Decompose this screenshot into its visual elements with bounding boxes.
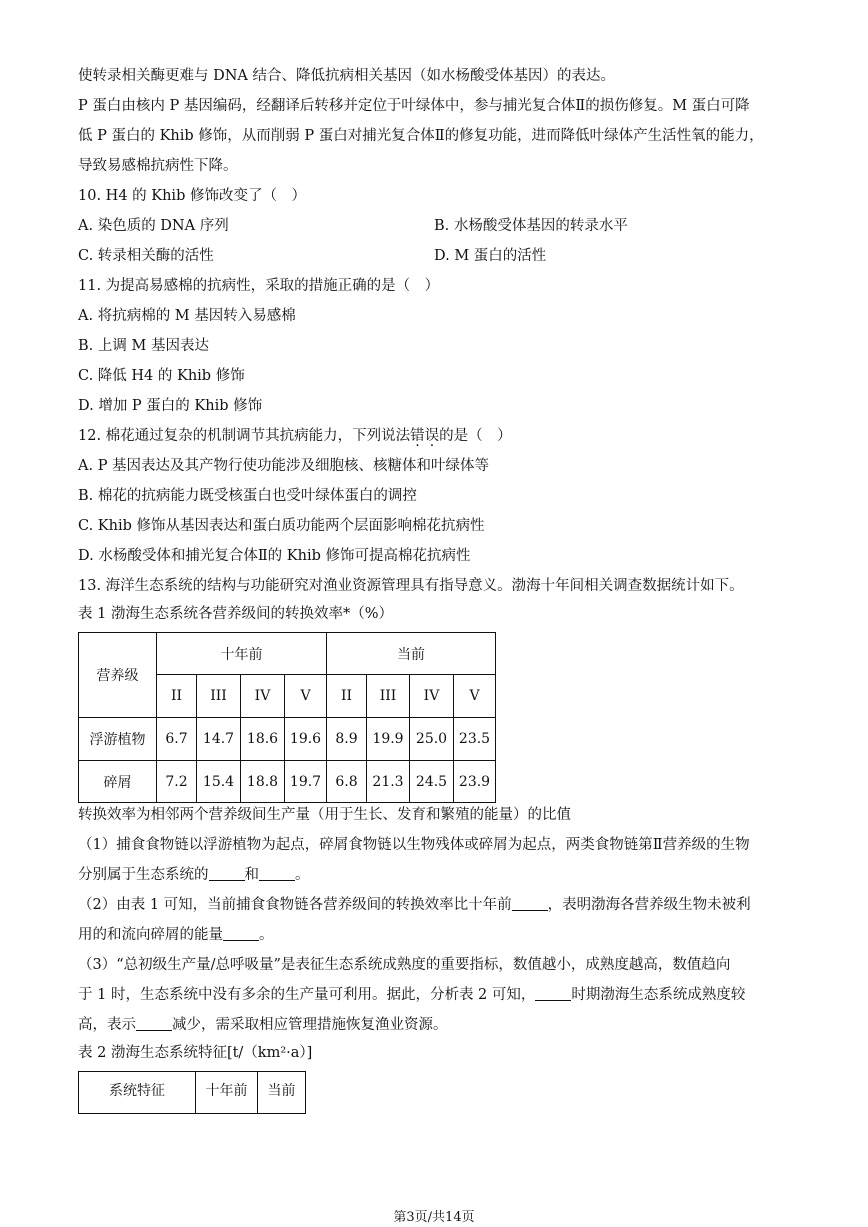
table-1 [78,632,496,803]
paragraph-line: 导致易感棉抗病性下降。 [78,158,238,174]
emphasis-char: 误 [424,428,440,444]
q11-option-c: C. 降低 H4 的 Khib 修饰 [78,368,245,384]
answer-blank[interactable] [259,866,295,881]
q12-option-b: B. 棉花的抗病能力既受核蛋白也受叶绿体蛋白的调控 [78,488,417,504]
table1-level-header: V [454,675,496,718]
table-cell: 15.4 [197,761,241,803]
subquestion-3: （3）“总初级生产量/总呼吸量”是表征生态系统成熟度的重要指标，数值越小，成熟度越高，数值趋向 [78,957,731,973]
text-segment: 减少，需采取相应管理措施恢复渔业资源。 [172,1017,448,1033]
subquestion-1-cont [78,865,310,885]
table-cell: 25.0 [410,718,454,761]
q12-option-c: C. Khib 修饰从基因表达和蛋白质功能两个层面影响棉花抗病性 [78,518,485,534]
q10-option-b: B. 水杨酸受体基因的转录水平 [434,218,628,234]
table1-level-header: III [367,675,410,718]
table-cell: 24.5 [410,761,454,803]
text-segment: 。 [295,867,310,883]
table2-header: 当前 [258,1072,306,1114]
subquestion-1: （1）捕食食物链以浮游植物为起点，碎屑食物链以生物残体或碎屑为起点，两类食物链第Ⅱ营养级的生物 [78,837,750,853]
table-cell: 19.7 [285,761,327,803]
table1-level-header: V [285,675,327,718]
table1-level-header: III [197,675,241,718]
q10-option-c: C. 转录相关酶的活性 [78,248,214,264]
page-number: 第3页/共14页 [393,1210,475,1225]
q12-stem-post: 的是（ ） [439,428,512,444]
answer-blank[interactable] [535,986,571,1001]
text-segment: 时期渤海生态系统成熟度较 [571,987,746,1003]
emphasis-char: 错 [410,428,425,444]
table-row [79,761,496,803]
table-cell: 6.8 [327,761,367,803]
question-12-stem [78,426,512,446]
answer-blank[interactable] [512,896,548,911]
table-cell: 21.3 [367,761,410,803]
answer-blank[interactable] [223,926,259,941]
table1-row-label: 浮游植物 [79,718,157,761]
table1-row-label: 碎屑 [79,761,157,803]
table-cell: 19.6 [285,718,327,761]
table-2 [78,1071,306,1114]
table-cell: 8.9 [327,718,367,761]
table1-group-header: 十年前 [157,633,327,675]
table-cell: 14.7 [197,718,241,761]
table1-level-header: IV [241,675,285,718]
table1-group-header: 当前 [327,633,496,675]
answer-blank[interactable] [136,1016,172,1031]
table2-header: 十年前 [196,1072,258,1114]
table-cell: 23.9 [454,761,496,803]
table-row [79,718,496,761]
text-segment: 分别属于生态系统的 [78,867,209,883]
subquestion-2 [78,895,751,915]
table-cell: 19.9 [367,718,410,761]
paragraph-line: 使转录相关酶更难与 DNA 结合、降低抗病相关基因（如水杨酸受体基因）的表达。 [78,68,615,84]
table-cell: 18.8 [241,761,285,803]
question-13-stem: 13. 海洋生态系统的结构与功能研究对渔业资源管理具有指导意义。渤海十年间相关调查数据统计如下。 [78,578,744,594]
table2-header: 系统特征 [79,1072,196,1114]
table-cell: 6.7 [157,718,197,761]
table1-level-header: IV [410,675,454,718]
table-cell: 7.2 [157,761,197,803]
q11-option-a: A. 将抗病棉的 M 基因转入易感棉 [78,308,296,324]
table-cell: 23.5 [454,718,496,761]
paragraph-line: 低 P 蛋白的 Khib 修饰，从而削弱 P 蛋白对捕光复合体Ⅱ的修复功能，进而降低叶绿体产生活性氧的能力， [78,128,764,144]
table-cell: 18.6 [241,718,285,761]
text-segment: 高，表示 [78,1017,136,1033]
subquestion-2-cont [78,925,274,945]
q11-option-b: B. 上调 M 基因表达 [78,338,209,354]
table1-level-header: II [327,675,367,718]
table2-caption: 表 2 渤海生态系统特征[t/（km²·a）] [78,1045,313,1061]
question-10-stem: 10. H4 的 Khib 修饰改变了（ ） [78,188,306,204]
answer-blank[interactable] [209,866,245,881]
q12-option-d: D. 水杨酸受体和捕光复合体Ⅱ的 Khib 修饰可提高棉花抗病性 [78,548,471,564]
table1-level-header: II [157,675,197,718]
table1-caption: 表 1 渤海生态系统各营养级间的转换效率*（%） [78,606,393,622]
q10-option-d: D. M 蛋白的活性 [434,248,547,264]
q12-stem-pre: 12. 棉花通过复杂的机制调节其抗病能力，下列说法 [78,428,411,444]
text-segment: 用的和流向碎屑的能量 [78,927,223,943]
subquestion-3-cont [78,985,745,1005]
paragraph-line: P 蛋白由核内 P 基因编码，经翻译后转移并定位于叶绿体中，参与捕光复合体Ⅱ的损伤修复。M 蛋白可降 [78,98,750,114]
text-segment: ，表明渤海各营养级生物未被利 [547,897,751,913]
text-segment: 。 [259,927,274,943]
q10-option-a: A. 染色质的 DNA 序列 [78,218,229,234]
table1-note: 转换效率为相邻两个营养级间生产量（用于生长、发育和繁殖的能量）的比值 [78,807,571,823]
text-segment: 于 1 时，生态系统中没有多余的生产量可利用。据此，分析表 2 可知， [78,987,536,1003]
question-11-stem: 11. 为提高易感棉的抗病性，采取的措施正确的是（ ） [78,278,440,294]
subquestion-3-cont [78,1015,448,1035]
q11-option-d: D. 增加 P 蛋白的 Khib 修饰 [78,398,263,414]
q12-option-a: A. P 基因表达及其产物行使功能涉及细胞核、核糖体和叶绿体等 [78,458,490,474]
text-segment: （2）由表 1 可知，当前捕食食物链各营养级间的转换效率比十年前 [78,897,512,913]
text-segment: 和 [244,867,259,883]
table1-corner-header: 营养级 [79,633,157,718]
